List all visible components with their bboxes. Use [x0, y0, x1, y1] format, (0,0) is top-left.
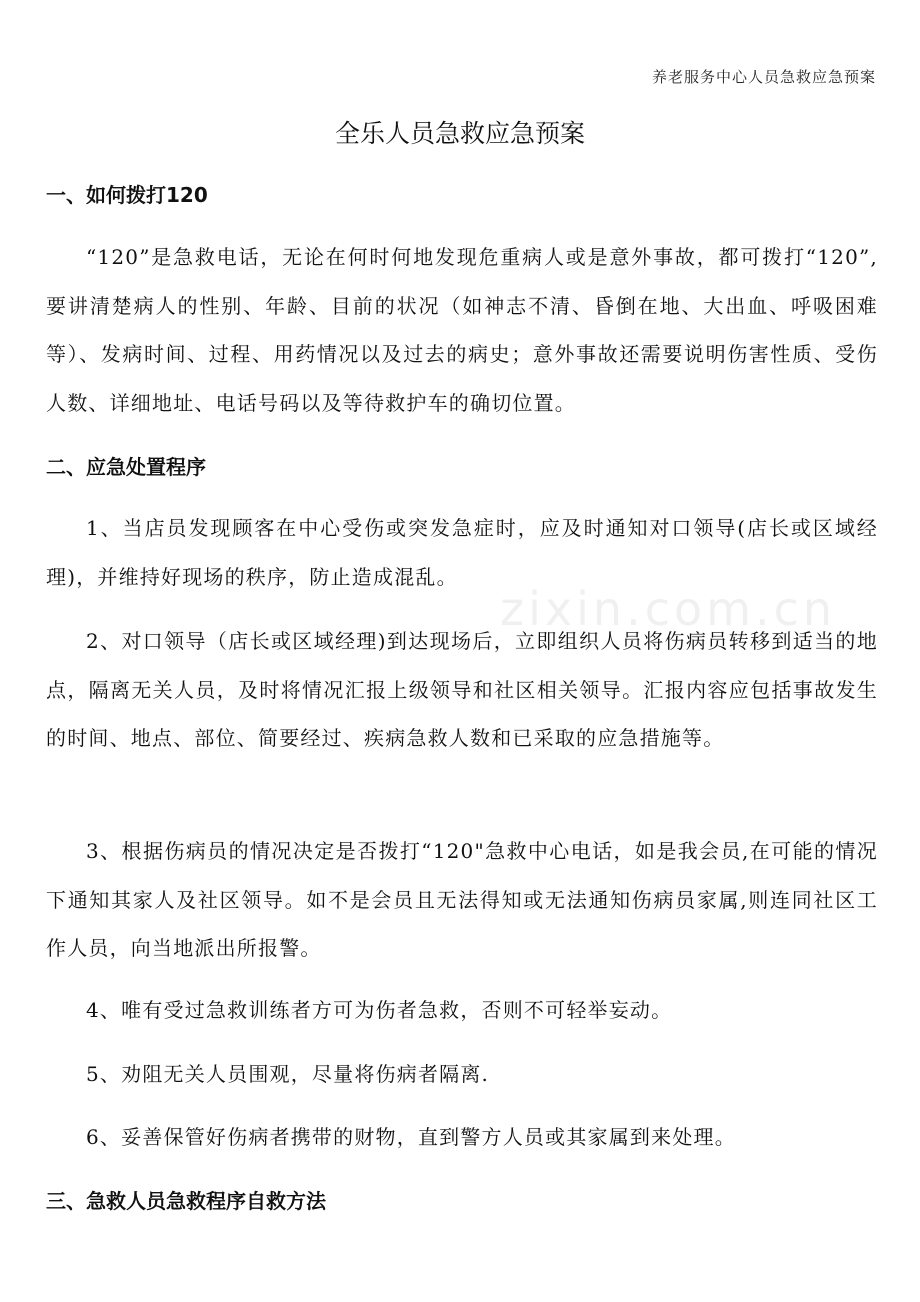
- procedure-item: 3、根据伤病员的情况决定是否拨打“120"急救中心电话，如是我会员,在可能的情况下通知其家人及社区领导。如不是会员且无法得知或无法通知伤病员家属,则连同社区工作人员，向当地派出所报警。: [46, 839, 878, 960]
- section-2-heading: 二、应急处置程序: [46, 455, 206, 479]
- section-1-paragraph: “120”是急救电话，无论在何时何地发现危重病人或是意外事故，都可拨打“120”,要讲清楚病人的性别、年龄、目前的状况（如神志不清、昏倒在地、大出血、呼吸困难等）、发病时间、过程、用药情况以及过去的病史；意外事故还需要说明伤害性质、受伤人数、详细地址、电话号码以及等待救护车的确切位置。: [46, 245, 878, 415]
- section-3-heading-block: [46, 1186, 878, 1216]
- section-2-item-2-block: [46, 617, 878, 763]
- section-3-heading: 三、急救人员急救程序自救方法: [46, 1189, 326, 1213]
- section-1-heading: 一、如何拨打120: [46, 183, 208, 207]
- running-header: 养老服务中心人员急救应急预案: [651, 68, 876, 86]
- procedure-item: 6、妥善保管好伤病者携带的财物，直到警方人员或其家属到来处理。: [86, 1125, 736, 1149]
- procedure-item: 5、劝阻无关人员围观，尽量将伤病者隔离.: [86, 1062, 490, 1086]
- section-2-item-3-block: [46, 827, 878, 973]
- document-title: 全乐人员急救应急预案: [334, 119, 585, 148]
- section-2-heading-block: [46, 452, 878, 482]
- procedure-item: 1、当店员发现顾客在中心受伤或突发急症时，应及时通知对口领导(店长或区域经理)，并维持好现场的秩序，防止造成混乱。: [46, 516, 878, 589]
- section-2-item-1-block: [46, 504, 878, 601]
- watermark: zixin.com.cn: [500, 582, 837, 636]
- section-2-item-6-block: [46, 1113, 878, 1162]
- section-1-paragraph-block: [46, 233, 878, 427]
- section-2-item-4-block: [46, 986, 878, 1035]
- procedure-item: 4、唯有受过急救训练者方可为伤者急救，否则不可轻举妄动。: [86, 998, 673, 1022]
- procedure-item: 2、对口领导（店长或区域经理)到达现场后，立即组织人员将伤病员转移到适当的地点，隔离无关人员，及时将情况汇报上级领导和社区相关领导。汇报内容应包括事故发生的时间、地点、部位、简要经过、疾病急救人数和已采取的应急措施等。: [46, 629, 878, 750]
- section-2-item-5-block: [46, 1050, 878, 1099]
- section-1-heading-block: [46, 180, 878, 210]
